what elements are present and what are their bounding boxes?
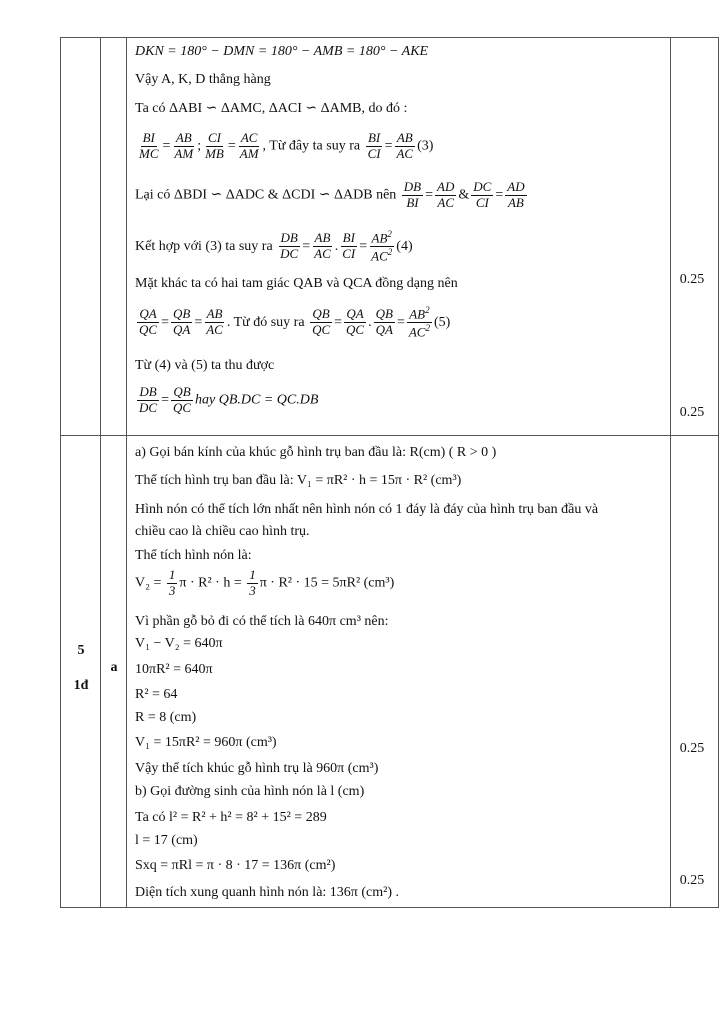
solution-line: Thể tích hình nón là:	[135, 548, 252, 563]
solution-line: Vậy thể tích khúc gỗ hình trụ là 960π (cm³)	[135, 761, 379, 776]
column-divider	[126, 37, 127, 908]
solution-line: Ta có l² = R² + h² = 8² + 15² = 289	[135, 810, 327, 825]
question-number: 5	[77, 643, 85, 658]
solution-line: 10πR² = 640π	[135, 662, 213, 677]
ratio-equation-3: Kết hợp với (3) ta suy ra $\frac{DB}{DC}$ = $\frac{AB}{AC}$ . $\frac{BI}{CI}$ = $\frac{AB^2}{AC^2}$ (4)	[135, 229, 413, 264]
score-value: 0.25	[679, 873, 705, 888]
solution-line: a) Gọi bán kính của khúc gỗ hình trụ ban đầu là: R(cm) ( R > 0 )	[135, 445, 497, 460]
solution-line: Hình nón có thể tích lớn nhất nên hình nón có 1 đáy là đáy của hình trụ ban đầu và	[135, 502, 599, 517]
ratio-equation-2: Lại có ΔBDI ∽ ΔADC & ΔCDI ∽ ΔADB nên $\frac{DB}{BI}$ = $\frac{AD}{AC}$ & $\frac{DC}{CI}$ = $\frac{AD}{AB}$	[135, 179, 525, 210]
solution-line: R² = 64	[135, 687, 178, 702]
table-border-bottom	[60, 907, 719, 908]
solution-line: Sxq = πRl = π · 8 · 17 = 136π (cm²)	[135, 858, 336, 873]
similar-triangles-statement: Ta có ΔABI ∽ ΔAMC, ΔACI ∽ ΔAMB, do đó :	[135, 101, 408, 116]
score-value: 0.25	[679, 272, 705, 287]
solution-line: R = 8 (cm)	[135, 710, 197, 725]
solution-line: V₁ = 15πR² = 960π (cm³)	[135, 735, 277, 750]
score-value: 0.25	[679, 741, 705, 756]
solution-line: Vì phần gỗ bỏ đi có thể tích là 640π cm³ nên:	[135, 614, 389, 629]
collinear-statement: Vậy A, K, D thẳng hàng	[135, 72, 271, 87]
score-value: 0.25	[679, 405, 705, 420]
final-equation: $\frac{DB}{DC}$ = $\frac{QB}{QC}$ hay QB.DC = QC.DB	[139, 384, 319, 415]
column-divider	[100, 37, 101, 908]
ratio-equation-1: $\frac{BI}{MC}$ = $\frac{AB}{AM}$ ; $\frac{CI}{MB}$ = $\frac{AC}{AM}$ , Từ đây ta suy ra $\frac{BI}{CI}$ = $\frac{AB}{AC}$ (3)	[139, 130, 434, 161]
solution-line: b) Gọi đường sinh của hình nón là l (cm)	[135, 784, 365, 799]
question-points: 1đ	[73, 678, 89, 693]
solution-line: l = 17 (cm)	[135, 833, 198, 848]
cone-volume-equation: V₂ = $\frac{1}{3}$ π · R² · h = $\frac{1}{3}$ π · R² · 15 = 5πR² (cm³)	[135, 567, 395, 598]
table-border-left	[60, 37, 61, 908]
column-divider	[670, 37, 671, 908]
ratio-equation-4: $\frac{QA}{QC}$ = $\frac{QB}{QA}$ = $\frac{AB}{AC}$ . Từ đó suy ra $\frac{QB}{QC}$ = $\frac{QA}{QC}$ . $\frac{QB}{QA}$ = $\frac{AB^2}{AC^2}$ (5)	[139, 305, 451, 340]
solution-line: Thể tích hình trụ ban đầu là: V₁ = πR² · h = 15π · R² (cm³)	[135, 473, 462, 488]
row-divider	[60, 435, 719, 436]
solution-line: Diện tích xung quanh hình nón là: 136π (cm²) .	[135, 885, 399, 900]
angle-equation: DKN = 180° − DMN = 180° − AMB = 180° − AKE	[135, 44, 429, 59]
solution-line: chiều cao là chiều cao hình trụ.	[135, 524, 310, 539]
table-border-right	[718, 37, 719, 908]
similar-triangles-q: Mặt khác ta có hai tam giác QAB và QCA đồng dạng nên	[135, 276, 458, 291]
question-part: a	[110, 660, 118, 675]
table-border-top	[60, 37, 719, 38]
combine-statement: Từ (4) và (5) ta thu được	[135, 358, 275, 373]
solution-line: V₁ − V₂ = 640π	[135, 636, 223, 651]
